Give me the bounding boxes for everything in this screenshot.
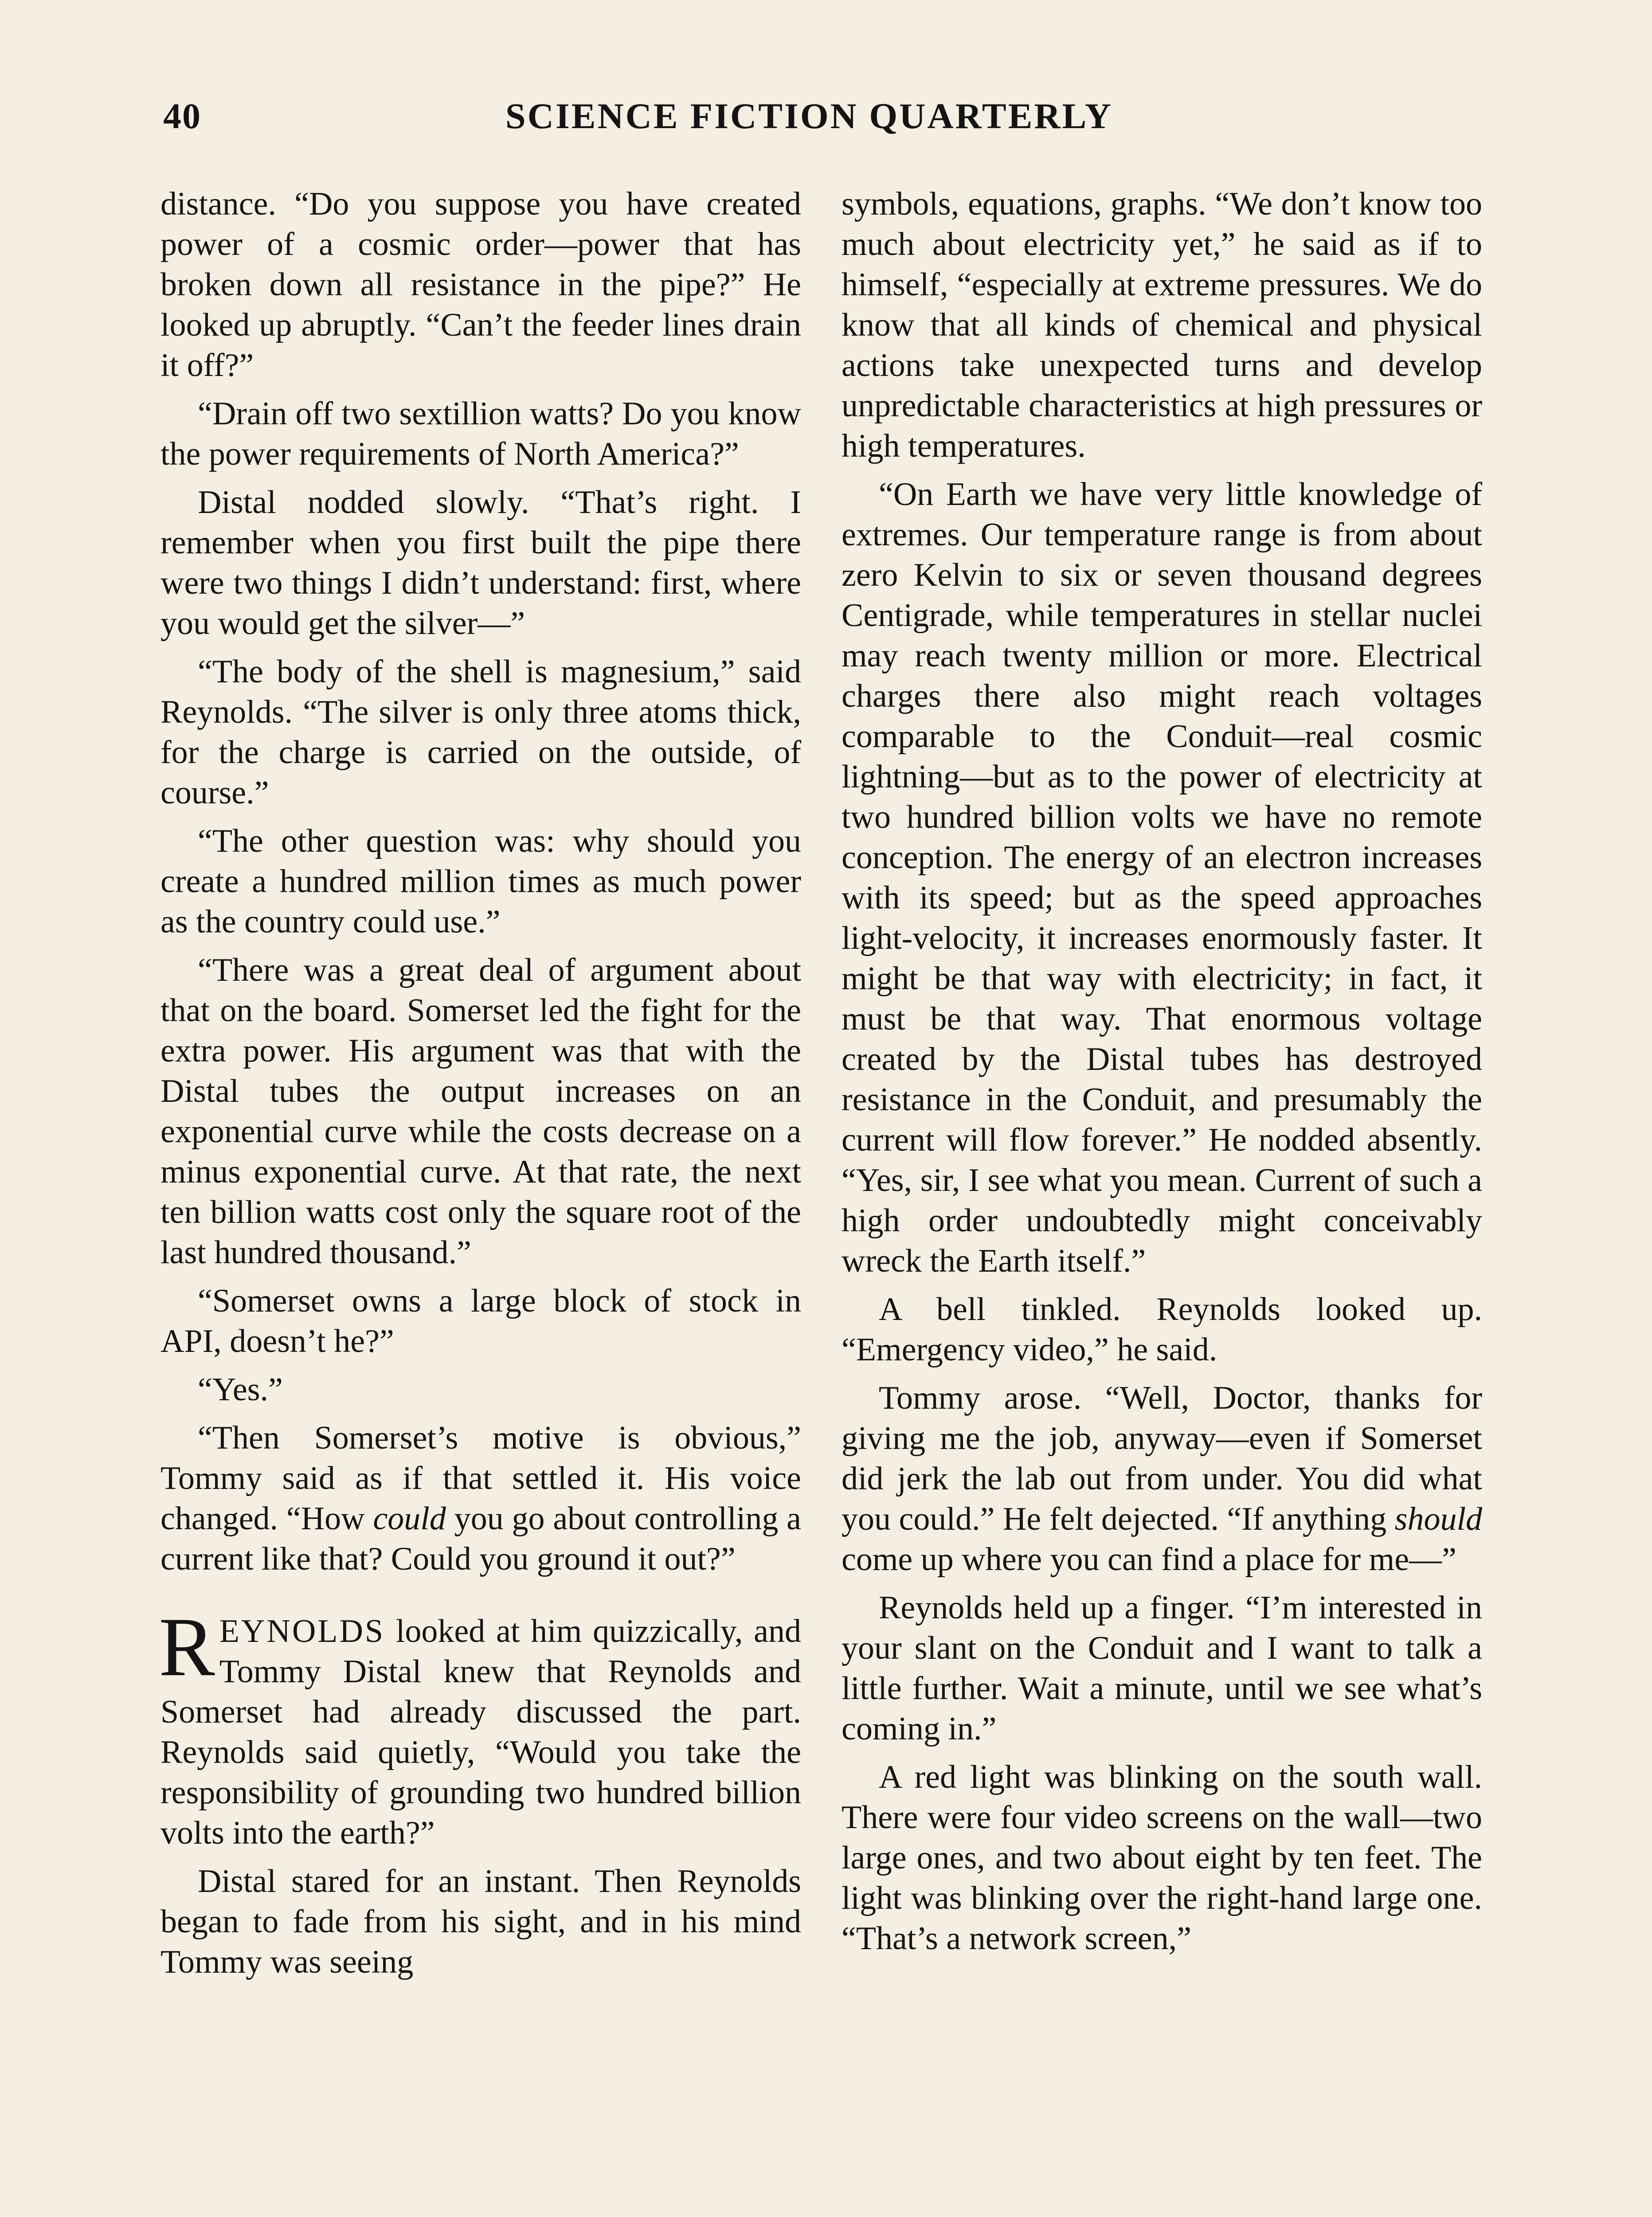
paragraph: “On Earth we have very little knowledge of extremes. Our temperature range is from about zero Kelvin to six or seven thousand degrees Centigrade, while temperatures in stellar nuclei may reach twenty million or more. Electrical charges there also might reach voltages comparable to the Conduit—real cosmic lightning—but as to the power of electricity at two hundred billion volts we have no remote conception. The energy of an electron increases with its speed; but as the speed approaches light-velocity, it increases enormously faster. It might be that way with electricity; in fact, it must be that way. That enormous voltage created by the Distal tubes has destroyed resistance in the Conduit, and presumably the current will flow forever.” He nodded absently. “Yes, sir, I see what you mean. Current of such a high order undoubtedly might conceivably wreck the Earth itself.” [842,476,1482,1279]
text-run: “Then Somerset’s motive is obvious,” Tommy said as if that settled it. His voice changed. “How [161,1420,801,1537]
italic-word: should [1394,1501,1482,1537]
section-opening-paragraph [159,1601,801,1853]
paragraph [161,1418,801,1579]
text-run: you go about controlling a current like that? Could you ground it out?” [161,1500,802,1577]
paragraph: A bell tinkled. Reynolds looked up. “Emergency video,” he said. [842,1291,1482,1368]
text-run: come up where you can find a place for me—” [842,1541,1456,1578]
text-run: Tommy arose. “Well, Doctor, thanks for giving me the job, anyway—even if Somerset did jerk the lab out from under. You did what you could.” He felt dejected. “If anything [842,1380,1482,1537]
italic-word: could [373,1500,446,1537]
paragraph: distance. “Do you suppose you have created power of a cosmic order—power that has broken down all resistance in the pipe?” He looked up abruptly. “Can’t the feeder lines drain it off?” [161,186,801,384]
paragraph: symbols, equations, graphs. “We don’t know too much about electricity yet,” he said as if to himself, “especially at extreme pressures. We do know that all kinds of chemical and physical actions take unexpected turns and develop unpredictable characteristics at high pressures or high temperatures. [842,186,1482,464]
page-header [0,95,1652,149]
paragraph: “Drain off two sextillion watts? Do you know the power requirements of North America?” [161,396,801,472]
paragraph: “The other question was: why should you create a hundred million times as much power as the country could use.” [161,823,801,940]
paragraph: “The body of the shell is magnesium,” said Reynolds. “The silver is only three atoms thick, for the charge is carried on the outside, of course.” [161,654,801,811]
paragraph: Reynolds held up a finger. “I’m interested in your slant on the Conduit and I want to talk a little further. Wait a minute, until we see what’s coming in.” [842,1590,1482,1747]
paragraph: “Somerset owns a large block of stock in API, doesn’t he?” [161,1283,801,1359]
drop-cap: R [159,1601,215,1694]
paragraph [842,1378,1482,1580]
page-number: 40 [163,96,201,136]
paragraph: Distal nodded slowly. “That’s right. I remember when you first built the pipe there were two things I didn’t understand: first, where you would get the silver—” [161,484,801,642]
paragraph: A red light was blinking on the south wall. There were four video screens on the wall—two large ones, and two about eight by ten feet. The light was blinking over the right-hand large one. “That’s a network screen,” [842,1759,1482,1957]
running-title: SCIENCE FICTION QUARTERLY [505,96,1113,136]
paragraph: Distal stared for an instant. Then Reynolds began to fade from his sight, and in his mind Tommy was seeing [161,1863,801,1980]
small-caps-word: EYNOLDS [219,1613,385,1649]
paragraph: “There was a great deal of argument about that on the board. Somerset led the fight for the extra power. His argument was that with the Distal tubes the output increases on an exponential curve while the costs decrease on a minus exponential curve. At that rate, the next ten billion watts cost only the square root of the last hundred thousand.” [161,952,801,1271]
right-column [842,184,1482,1967]
left-column [161,184,801,1990]
text-run: looked at him quizzically, and Tommy Distal knew that Reynolds and Somerset had already discussed the part. Reynolds said quietly, “Would you take the responsibility of grounding two hundred billion volts into the earth?” [161,1613,801,1851]
paragraph: “Yes.” [198,1371,283,1408]
